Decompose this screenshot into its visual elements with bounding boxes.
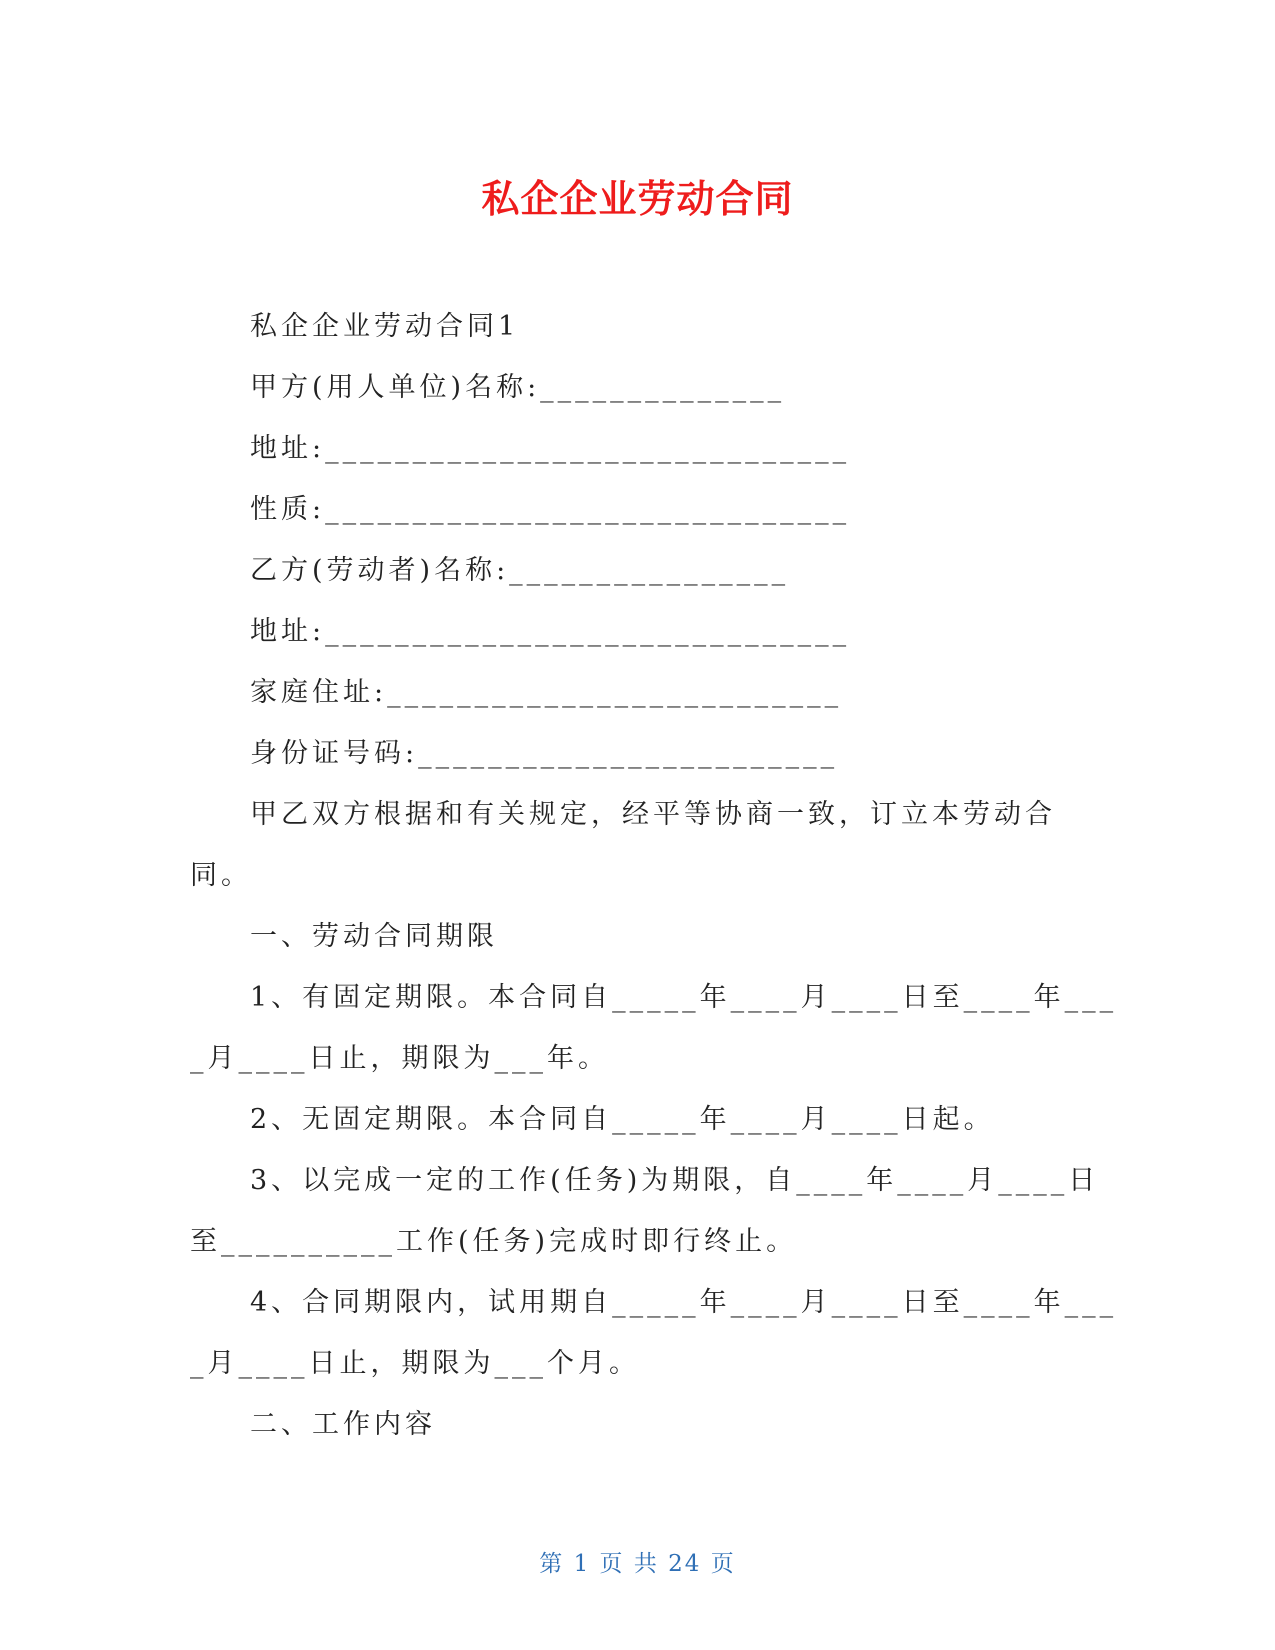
body-line: _月____日止，期限为___年。 [190, 1043, 609, 1074]
body-line: 性质:______________________________ [250, 494, 851, 525]
body-line: 甲乙双方根据和有关规定，经平等协商一致，订立本劳动合 [250, 799, 1056, 830]
body-line: 至__________工作(任务)完成时即行终止。 [190, 1226, 798, 1257]
document-title: 私企企业劳动合同 [481, 177, 794, 221]
body-line: 乙方(劳动者)名称:________________ [250, 555, 790, 586]
document-body [190, 296, 1118, 1455]
body-line: 3、以完成一定的工作(任务)为期限，自____年____月____日 [250, 1165, 1100, 1196]
body-line: 地址:______________________________ [250, 433, 851, 464]
body-line: 私企企业劳动合同1 [250, 311, 520, 342]
body-line: 同。 [190, 860, 252, 891]
body-line: 身份证号码:________________________ [250, 738, 839, 769]
body-line: 1、有固定期限。本合同自_____年____月____日至____年___ [250, 982, 1118, 1013]
page-number-footer: 第 1 页 共 24 页 [539, 1551, 736, 1577]
body-line: 家庭住址:__________________________ [250, 677, 843, 708]
body-line: 甲方(用人单位)名称:______________ [250, 372, 786, 403]
body-line: 2、无固定期限。本合同自_____年____月____日起。 [250, 1104, 995, 1135]
body-line: 二、工作内容 [250, 1409, 436, 1440]
body-line: 4、合同期限内，试用期自_____年____月____日至____年___ [250, 1287, 1118, 1318]
body-line: _月____日止，期限为___个月。 [190, 1348, 640, 1379]
body-line: 一、劳动合同期限 [250, 921, 498, 952]
body-line: 地址:______________________________ [250, 616, 851, 647]
